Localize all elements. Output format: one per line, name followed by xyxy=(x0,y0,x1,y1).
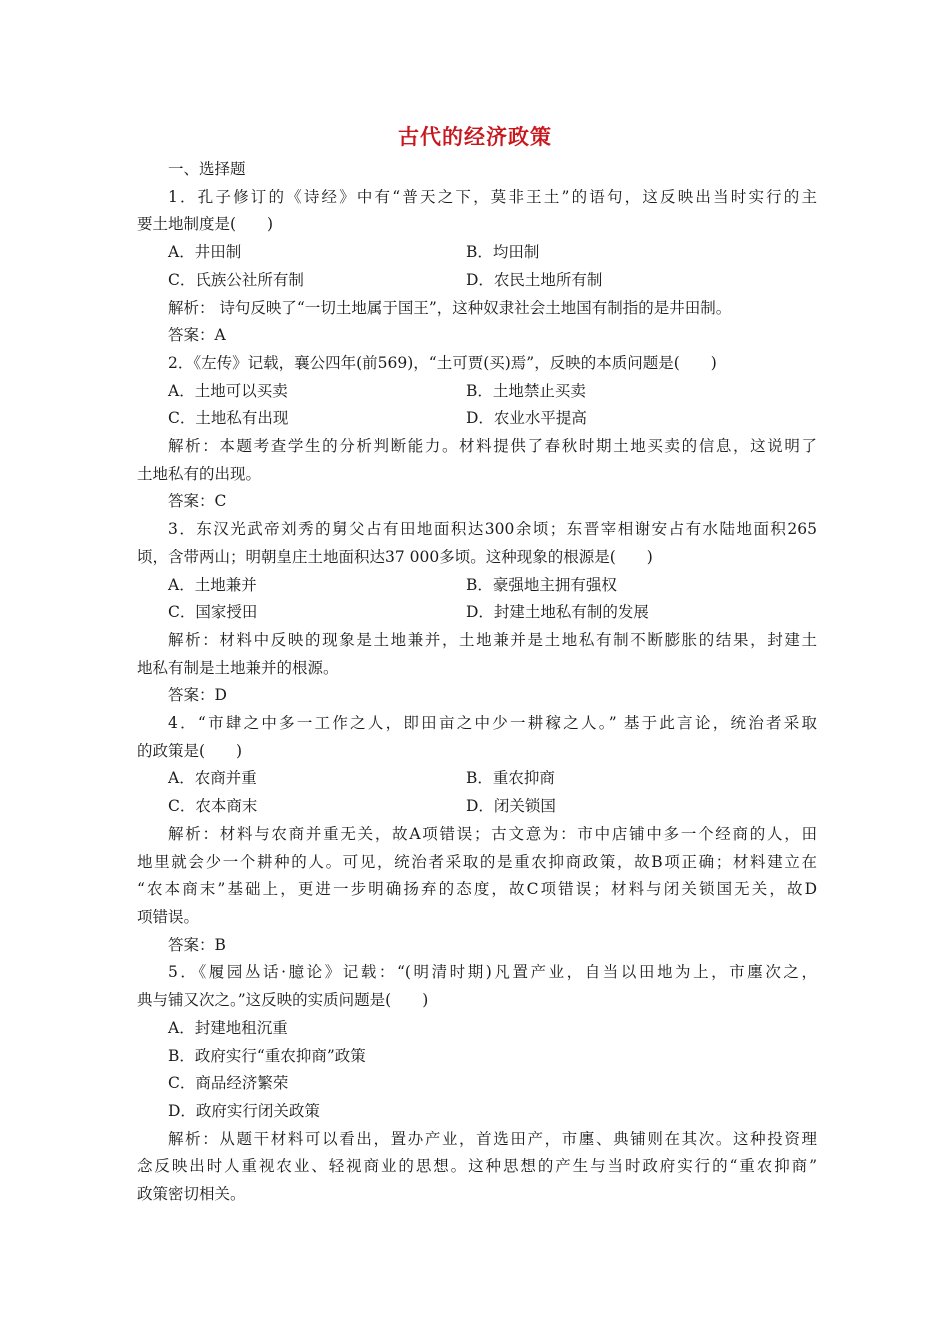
option-a: A．井田制 xyxy=(168,243,242,262)
question-stem: 4．“市肆之中多一工作之人，即田亩之中少一耕稼之人。” 基于此言论，统治者采取 xyxy=(168,714,817,733)
option-a: A．农商并重 xyxy=(168,769,257,788)
option-a: A．土地兼并 xyxy=(168,575,257,594)
option-d: D．政府实行闭关政策 xyxy=(168,1101,320,1120)
question-3 xyxy=(137,516,817,710)
section-heading: 一、选择题 xyxy=(168,160,246,178)
option-a: A．封建地租沉重 xyxy=(168,1018,288,1037)
options-row xyxy=(137,765,817,793)
option-b: B．均田制 xyxy=(466,243,540,262)
page-title: 古代的经济政策 xyxy=(398,125,552,149)
options-row xyxy=(137,405,817,433)
option-c: C．国家授田 xyxy=(168,603,258,622)
analysis: 解析：从题干材料可以看出，置办产业，首选田产，市廛、典铺则在其次。这种投资理 xyxy=(168,1129,817,1148)
options-row xyxy=(137,378,817,406)
question-stem: 要土地制度是( ) xyxy=(137,215,274,234)
analysis: 解析：材料中反映的现象是土地兼并，土地兼并是土地私有制不断膨胀的结果，封建土 xyxy=(168,630,817,649)
options-row xyxy=(137,793,817,821)
question-5 xyxy=(137,959,817,1208)
analysis: 政策密切相关。 xyxy=(137,1185,246,1204)
analysis: 土地私有的出现。 xyxy=(137,464,262,483)
analysis: 地里就会少一个耕种的人。可见，统治者采取的是重农抑商政策，故B项正确；材料建立在 xyxy=(137,852,817,871)
question-4 xyxy=(137,710,817,959)
option-c: C．商品经济繁荣 xyxy=(168,1074,289,1093)
question-stem: 3．东汉光武帝刘秀的舅父占有田地面积达300余顷；东晋宰相谢安占有水陆地面积265 xyxy=(168,520,817,539)
document-body xyxy=(137,156,817,1209)
option-d: D．农民土地所有制 xyxy=(466,270,603,289)
options-row xyxy=(137,572,817,600)
analysis: 解析：材料与农商并重无关，故A项错误；古文意为：市中店铺中多一个经商的人，田 xyxy=(168,824,817,843)
option-c: C．氏族公社所有制 xyxy=(168,270,304,289)
analysis: 念反映出时人重视农业、轻视商业的思想。这种思想的产生与当时政府实行的“重农抑商” xyxy=(137,1157,817,1176)
analysis: “农本商末”基础上，更进一步明确扬弃的态度，故C项错误；材料与闭关锁国无关，故D xyxy=(137,880,817,899)
option-a: A．土地可以买卖 xyxy=(168,381,288,400)
option-c: C．土地私有出现 xyxy=(168,409,289,428)
question-stem: 2．《左传》记载，襄公四年(前569)，“土可贾(买)焉”，反映的本质问题是( ) xyxy=(168,353,717,372)
question-stem: 典与铺又次之。”这反映的实质问题是( ) xyxy=(137,991,429,1010)
question-1 xyxy=(137,184,817,350)
analysis: 地私有制是土地兼并的根源。 xyxy=(137,658,339,677)
option-d: D．封建土地私有制的发展 xyxy=(466,603,649,622)
option-b: B．豪强地主拥有强权 xyxy=(466,575,617,594)
options-row xyxy=(137,267,817,295)
question-stem: 5．《履园丛话·臆论》记载：“(明清时期)凡置产业，自当以田地为上，市廛次之， xyxy=(168,963,817,982)
option-d: D．闭关锁国 xyxy=(466,797,556,816)
option-d: D．农业水平提高 xyxy=(466,409,587,428)
answer: 答案：C xyxy=(168,492,227,511)
question-2 xyxy=(137,350,817,516)
answer: 答案：A xyxy=(168,326,226,345)
option-b: B．政府实行“重农抑商”政策 xyxy=(168,1046,366,1065)
option-b: B．土地禁止买卖 xyxy=(466,381,586,400)
options-row xyxy=(137,239,817,267)
answer: 答案：B xyxy=(168,935,226,954)
analysis: 解析： 诗句反映了“一切土地属于国王”，这种奴隶社会土地国有制指的是井田制。 xyxy=(168,298,732,317)
options-row xyxy=(137,599,817,627)
analysis: 项错误。 xyxy=(137,907,200,926)
question-stem: 的政策是( ) xyxy=(137,741,243,760)
analysis: 解析：本题考查学生的分析判断能力。材料提供了春秋时期土地买卖的信息，这说明了 xyxy=(168,437,817,456)
option-c: C．农本商末 xyxy=(168,797,258,816)
answer: 答案：D xyxy=(168,686,227,705)
question-stem: 1．孔子修订的《诗经》中有“普天之下，莫非王土”的语句，这反映出当时实行的主 xyxy=(168,187,817,206)
option-b: B．重农抑商 xyxy=(466,769,555,788)
question-stem: 顷，含带两山；明朝皇庄土地面积达37 000多顷。这种现象的根源是( ) xyxy=(137,547,653,566)
